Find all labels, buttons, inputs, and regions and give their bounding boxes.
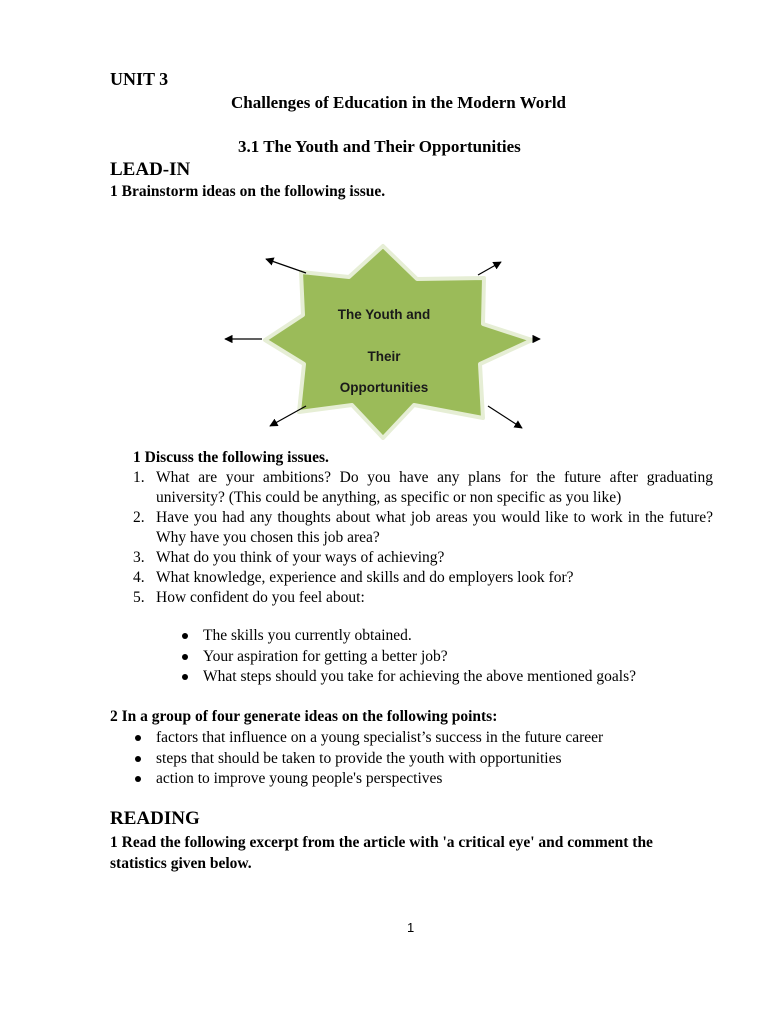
list-item	[180, 626, 636, 647]
lead-in-heading: LEAD-IN	[110, 159, 191, 180]
diagram-line-3: Opportunities	[339, 380, 429, 395]
star-diagram-svg	[218, 240, 548, 440]
question-number: 5.	[133, 589, 145, 606]
question-item	[133, 508, 713, 548]
bullet-icon	[182, 674, 188, 680]
question-number: 2.	[133, 509, 145, 526]
confidence-bullets	[180, 626, 636, 688]
question-number: 1.	[133, 469, 145, 486]
brainstorm-task: 1 Brainstorm ideas on the following issue.	[110, 183, 386, 200]
list-item	[133, 769, 603, 790]
bullet-icon	[182, 654, 188, 660]
bullet-icon	[135, 776, 141, 782]
list-item	[180, 667, 636, 688]
question-item	[133, 588, 713, 608]
bullet-icon	[135, 735, 141, 741]
question-text: What are your ambitions? Do you have any plans for the future after graduating university? (This could be anything, as specific or non specific as you like)	[156, 469, 713, 506]
bullet-text: action to improve young people's perspectives	[156, 770, 443, 787]
group-bullets	[133, 728, 603, 790]
diagram-line-1: The Youth and	[337, 307, 431, 322]
question-item	[133, 468, 713, 508]
page-title: Challenges of Education in the Modern World	[231, 93, 566, 112]
question-item	[133, 568, 713, 588]
bullet-icon	[182, 633, 188, 639]
arrow-top-left	[266, 259, 306, 273]
bullet-text: Your aspiration for getting a better job?	[203, 647, 448, 665]
unit-label: UNIT 3	[110, 69, 169, 89]
question-text: Have you had any thoughts about what job areas you would like to work in the future? Why have you chosen this job area?	[156, 509, 713, 546]
discussion-questions	[133, 468, 713, 608]
list-item	[180, 647, 636, 668]
bullet-text: steps that should be taken to provide the youth with opportunities	[156, 749, 562, 767]
arrow-bottom-left	[270, 406, 306, 426]
list-item	[133, 728, 603, 749]
group-task-heading: 2 In a group of four generate ideas on the following points:	[110, 708, 498, 725]
reading-heading: READING	[110, 808, 200, 829]
question-number: 3.	[133, 549, 145, 566]
arrow-top-right	[478, 262, 501, 275]
page-number: 1	[407, 920, 415, 935]
question-text: What do you think of your ways of achieving?	[156, 549, 445, 566]
bullet-text: What steps should you take for achieving the above mentioned goals?	[203, 668, 637, 685]
arrow-bottom-right	[488, 406, 522, 428]
section-title: 3.1 The Youth and Their Opportunities	[238, 137, 521, 156]
bullet-icon	[135, 756, 141, 762]
discuss-heading: 1 Discuss the following issues.	[133, 449, 329, 466]
question-text: How confident do you feel about:	[156, 589, 365, 606]
question-text: What knowledge, experience and skills and do employers look for?	[156, 569, 574, 586]
list-item	[133, 749, 603, 770]
brainstorm-diagram	[218, 240, 548, 440]
question-number: 4.	[133, 569, 145, 586]
bullet-text: factors that influence on a young specialist’s success in the future career	[156, 729, 604, 746]
reading-task: 1 Read the following excerpt from the article with 'a critical eye' and comment the statistics given below.	[110, 834, 653, 872]
diagram-line-2: Their	[367, 349, 401, 364]
question-item	[133, 548, 713, 568]
bullet-text: The skills you currently obtained.	[203, 627, 412, 644]
